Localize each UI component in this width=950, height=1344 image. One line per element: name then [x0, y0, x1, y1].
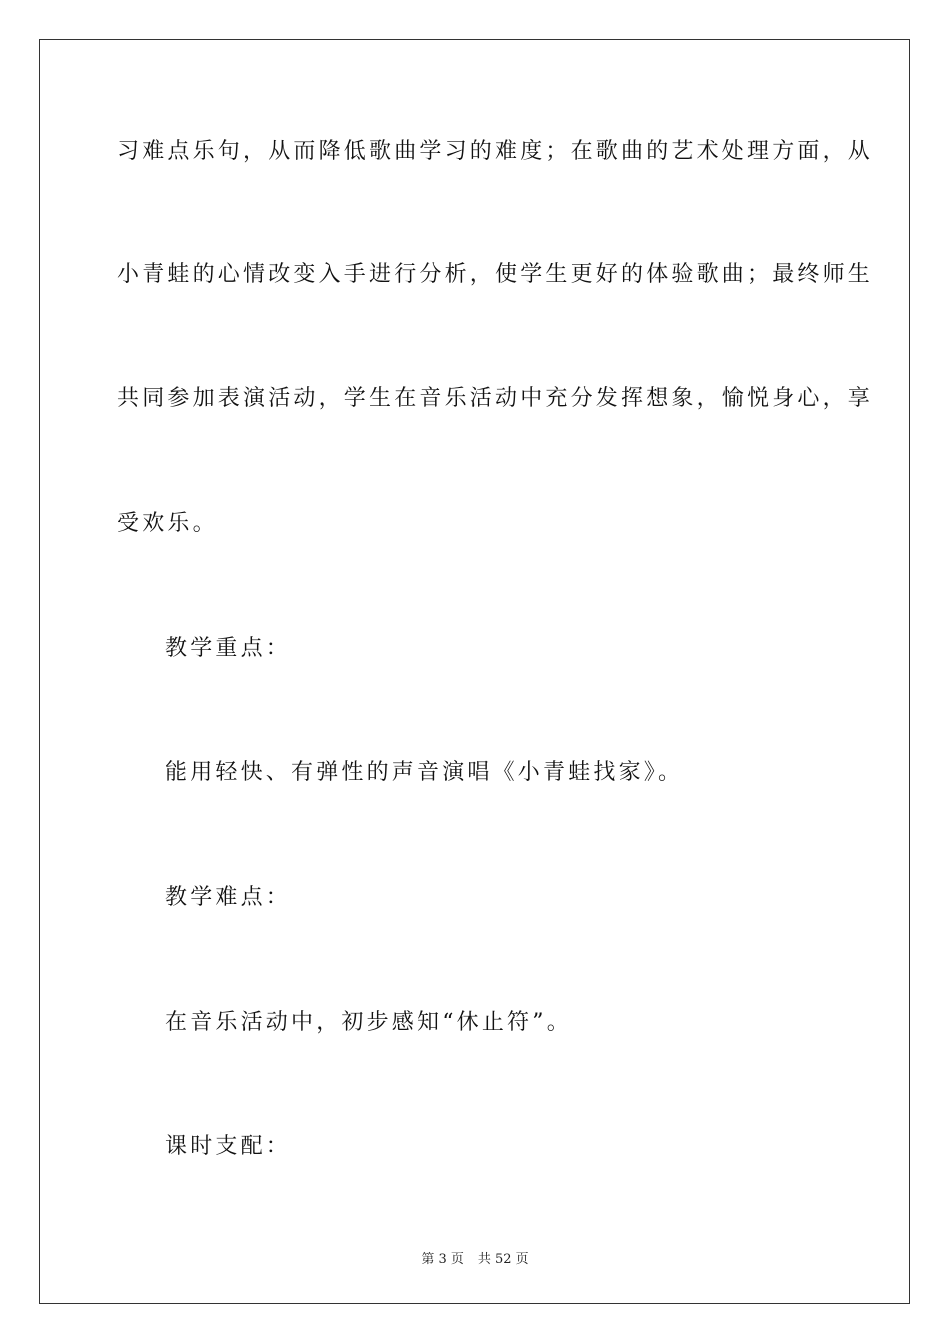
- paragraph-line-1: 习难点乐句，从而降低歌曲学习的难度；在歌曲的艺术处理方面，从: [117, 139, 874, 164]
- total-pages: 共 52 页: [477, 1252, 529, 1267]
- key-points-text: 能用轻快、有弹性的声音演唱《小青蛙找家》。: [165, 760, 684, 785]
- difficulties-heading: 教学难点：: [165, 885, 292, 910]
- page-footer: [0, 1248, 950, 1267]
- schedule-heading: 课时支配：: [165, 1134, 292, 1159]
- paragraph-line-2: 小青蛙的心情改变入手进行分析，使学生更好的体验歌曲；最终师生: [117, 262, 874, 287]
- key-points-heading: 教学重点：: [165, 636, 292, 661]
- paragraph-line-4: 受欢乐。: [117, 511, 218, 536]
- paragraph-line-3: 共同参加表演活动，学生在音乐活动中充分发挥想象，愉悦身心，享: [117, 386, 874, 411]
- document-page: [39, 39, 910, 1304]
- difficulties-text: 在音乐活动中，初步感知“休止符”。: [165, 1010, 572, 1035]
- page-number: 第 3 页: [421, 1252, 464, 1267]
